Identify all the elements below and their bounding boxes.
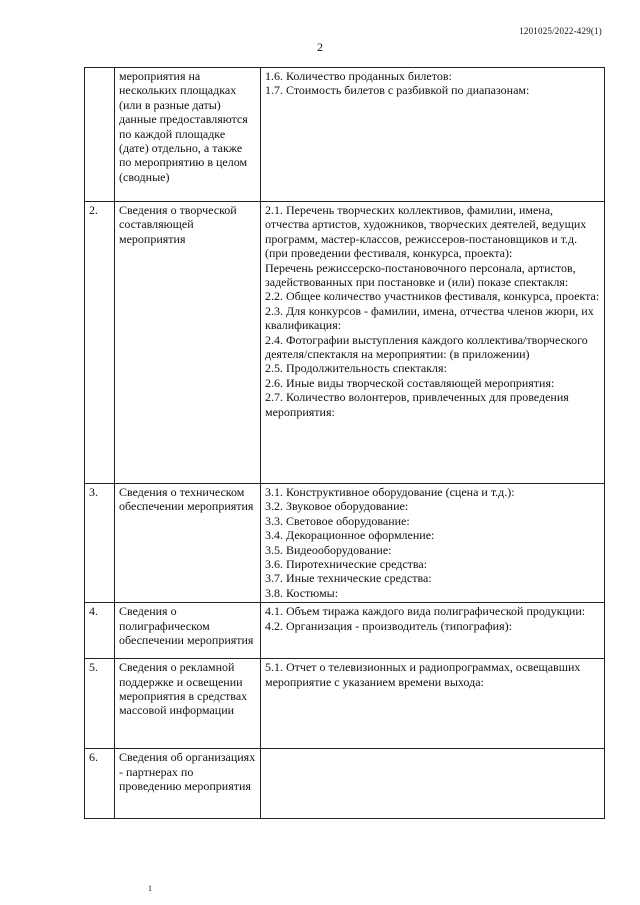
detail-item: 3.5. Видеооборудование:: [265, 542, 392, 557]
document-code: 1201025/2022-429(1): [519, 26, 602, 36]
section-name: Сведения о полиграфическом обеспечении мероприятия: [115, 603, 261, 659]
table-row: [85, 749, 605, 819]
detail-item: 2.4. Фотографии выступления каждого коллектива/творческого деятеля/спектакля на мероприятии: (в приложении): [265, 332, 588, 362]
report-requirements-table: [84, 67, 605, 819]
section-name: Сведения о творческой составляющей мероприятия: [115, 202, 261, 484]
section-name: Сведения о рекламной поддержке и освещении мероприятия в средствах массовой информации: [115, 659, 261, 749]
table-row: [85, 659, 605, 749]
row-number: 4.: [85, 603, 115, 659]
row-number: 2.: [85, 202, 115, 484]
detail-item: 3.6. Пиротехнические средства:: [265, 557, 428, 572]
section-details: [261, 749, 605, 819]
detail-item: 5.1. Отчет о телевизионных и радиопрограммах, освещавших мероприятие с указанием времени выхода:: [265, 660, 581, 689]
detail-item: Перечень режиссерско-постановочного персонала, артистов, задействованных при постановке и (или) показе спектакля:: [265, 260, 576, 290]
table-row: [85, 603, 605, 659]
section-name: мероприятия на нескольких площадках (или в разные даты) данные предоставляются по каждой площадке (дате) отдельно, а также по мероприятию в целом (сводные): [115, 68, 261, 202]
section-details: [261, 603, 605, 659]
detail-item: 3.3. Световое оборудование:: [265, 513, 410, 528]
detail-item: 2.2. Общее количество участников фестиваля, конкурса, проекта:: [265, 289, 600, 304]
detail-item: 2.6. Иные виды творческой составляющей мероприятия:: [265, 375, 555, 390]
table-row: [85, 484, 605, 603]
detail-item: 4.2. Организация - производитель (типография):: [265, 618, 512, 633]
detail-item: 4.1. Объем тиража каждого вида полиграфической продукции:: [265, 604, 586, 619]
section-details: [261, 484, 605, 603]
detail-item: 3.4. Декорационное оформление:: [265, 528, 435, 543]
detail-item: 2.3. Для конкурсов - фамилии, имена, отчества членов жюри, их квалификация:: [265, 303, 594, 333]
detail-item: 1.6. Количество проданных билетов:: [265, 69, 452, 83]
detail-item: 3.8. Костюмы:: [265, 585, 339, 600]
footer-mark: 1: [148, 884, 152, 893]
table-row: [85, 68, 605, 202]
detail-item: 2.7. Количество волонтеров, привлеченных для проведения мероприятия:: [265, 390, 569, 419]
section-name: Сведения о техническом обеспечении мероприятия: [115, 484, 261, 603]
detail-item: 3.1. Конструктивное оборудование (сцена и т.д.):: [265, 485, 515, 499]
row-number: [85, 68, 115, 202]
row-number: 6.: [85, 749, 115, 819]
detail-item: 2.5. Продолжительность спектакля:: [265, 361, 447, 376]
section-details: [261, 202, 605, 484]
detail-item: 1.7. Стоимость билетов с разбивкой по диапазонам:: [265, 83, 530, 98]
section-name: Сведения об организациях - партнерах по проведению мероприятия: [115, 749, 261, 819]
section-details: [261, 659, 605, 749]
detail-item: 3.7. Иные технические средства:: [265, 571, 432, 586]
row-number: 5.: [85, 659, 115, 749]
detail-item: 2.1. Перечень творческих коллективов, фамилии, имена, отчества артистов, художников, творческих деятелей, ведущих программ, мастер-классов, режиссеров-постановщиков и т.д. (при проведении фестиваля, конкурса, проекта):: [265, 203, 587, 261]
detail-item: 3.2. Звуковое оборудование:: [265, 499, 409, 514]
table-row: [85, 202, 605, 484]
row-number: 3.: [85, 484, 115, 603]
page-number: 2: [317, 40, 323, 54]
section-details: [261, 68, 605, 202]
